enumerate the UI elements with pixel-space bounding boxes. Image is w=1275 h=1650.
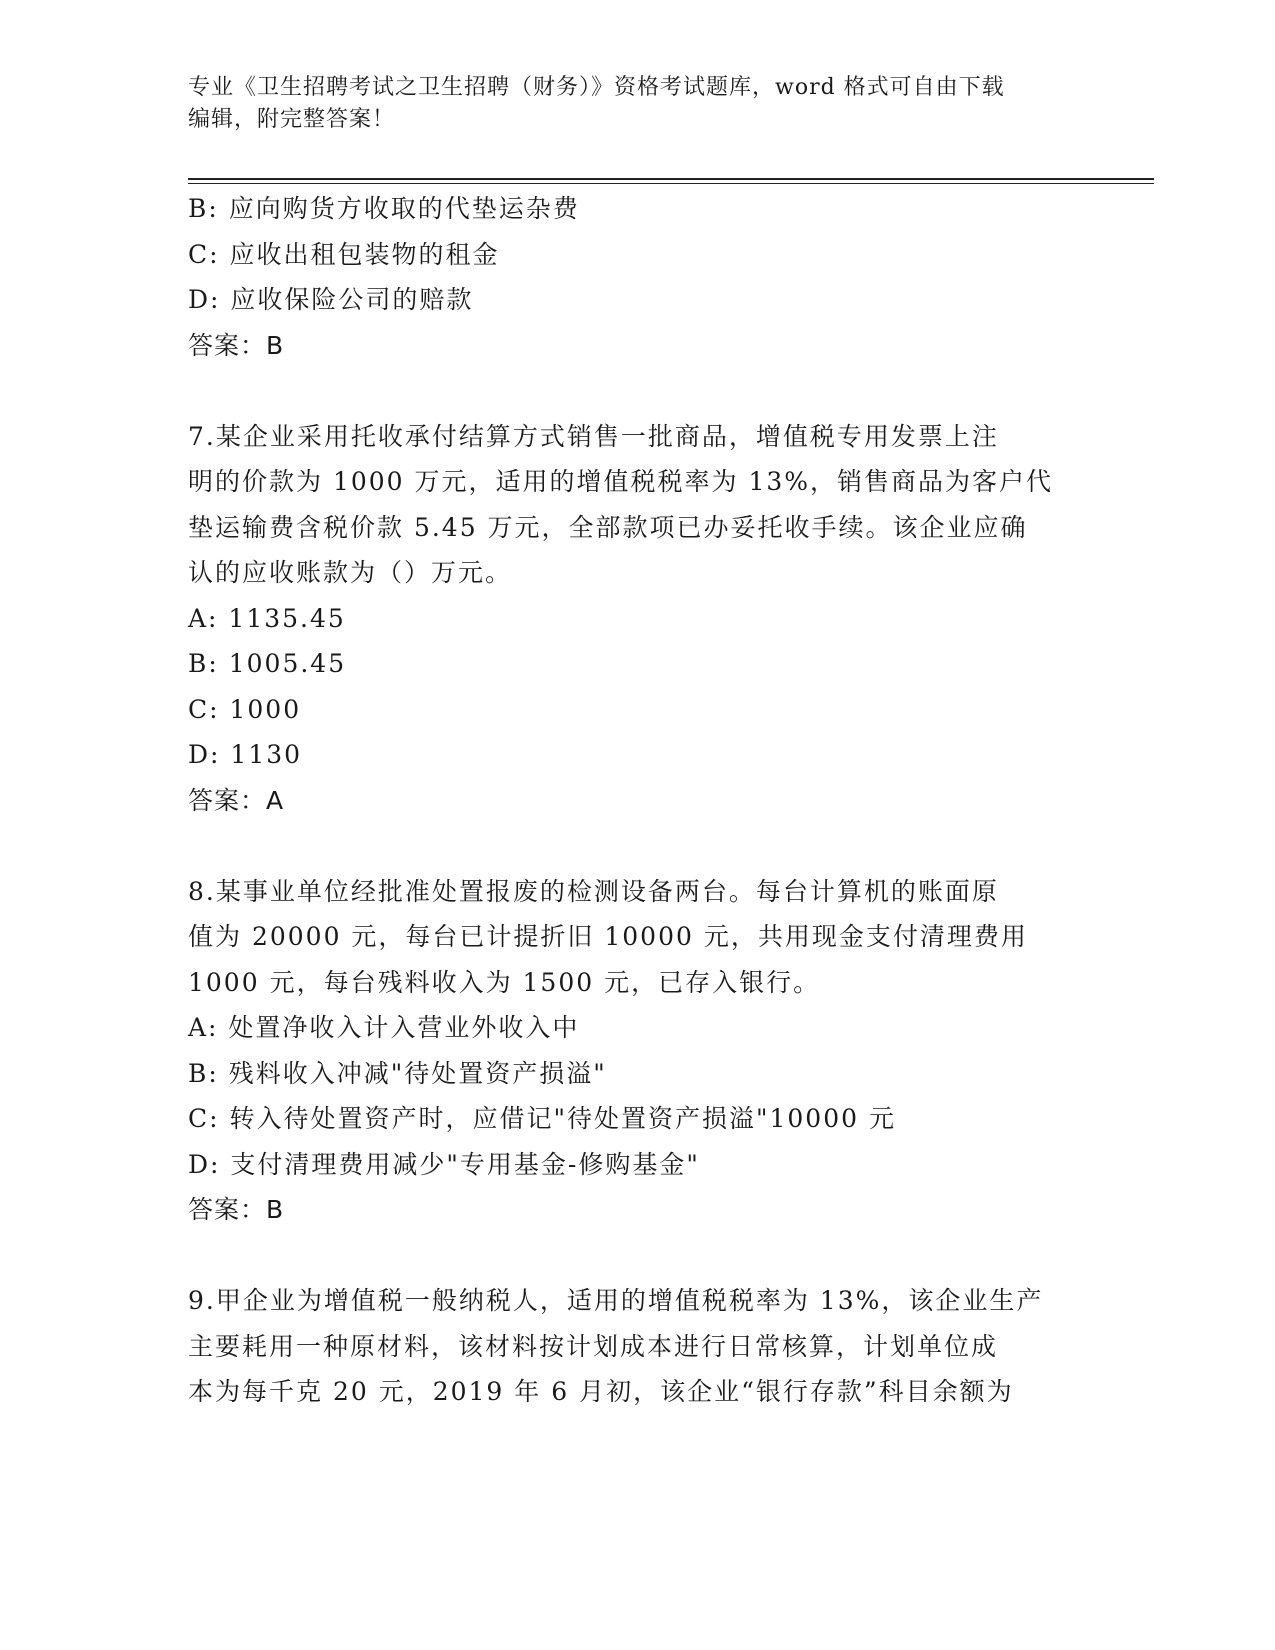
question-stem-line: 7.某企业采用托收承付结算方式销售一批商品，增值税专用发票上注 bbox=[188, 421, 999, 451]
question-6-continued bbox=[188, 186, 1088, 368]
answer-line: 答案：B bbox=[188, 1195, 285, 1224]
question-stem-line: 9.甲企业为增值税一般纳税人，适用的增值税税率为 13%，该企业生产 bbox=[188, 1286, 1044, 1315]
header-rule-top bbox=[188, 178, 1154, 180]
spacer bbox=[188, 368, 1088, 414]
question-stem-line: 垫运输费含税价款 5.45 万元，全部款项已办妥托收手续。该企业应确 bbox=[188, 512, 1028, 542]
page-header bbox=[188, 72, 1088, 136]
header-rule-bottom bbox=[188, 183, 1154, 184]
option-d: D: 应收保险公司的赔款 bbox=[188, 285, 474, 314]
answer-line: 答案：B bbox=[188, 330, 285, 360]
header-line-1: 专业《卫生招聘考试之卫生招聘（财务）》资格考试题库，word 格式可自由下载 bbox=[188, 75, 1005, 100]
question-stem-line: 明的价款为 1000 万元，适用的增值税税率为 13%，销售商品为客户代 bbox=[188, 467, 1054, 496]
question-stem-line: 本为每千克 20 元，2019 年 6 月初，该企业“银行存款”科目余额为 bbox=[188, 1377, 1014, 1406]
question-7 bbox=[188, 414, 1088, 824]
option-d: D: 1130 bbox=[188, 740, 303, 769]
option-c: C: 1000 bbox=[188, 694, 302, 724]
question-9 bbox=[188, 1278, 1088, 1415]
option-b: B: 残料收入冲减"待处置资产损溢" bbox=[188, 1058, 607, 1088]
header-line-2: 编辑，附完整答案！ bbox=[188, 107, 396, 132]
option-c: C: 转入待处置资产时，应借记"待处置资产损溢"10000 元 bbox=[188, 1104, 896, 1133]
question-stem-line: 8.某事业单位经批准处置报废的检测设备两台。每台计算机的账面原 bbox=[188, 876, 999, 906]
question-stem-line: 认的应收账款为（）万元。 bbox=[188, 558, 513, 587]
document-body bbox=[188, 186, 1088, 1415]
option-c: C: 应收出租包装物的租金 bbox=[188, 239, 500, 269]
question-stem-line: 值为 20000 元，每台已计提折旧 10000 元，共用现金支付清理费用 bbox=[188, 922, 1028, 951]
option-a: A: 1135.45 bbox=[188, 603, 346, 633]
answer-line: 答案：A bbox=[188, 785, 285, 815]
question-8 bbox=[188, 869, 1088, 1233]
spacer bbox=[188, 1233, 1088, 1279]
option-d: D: 支付清理费用减少"专用基金-修购基金" bbox=[188, 1149, 700, 1179]
spacer bbox=[188, 823, 1088, 869]
option-b: B: 应向购货方收取的代垫运杂费 bbox=[188, 194, 580, 223]
option-b: B: 1005.45 bbox=[188, 649, 347, 678]
question-stem-line: 主要耗用一种原材料，该材料按计划成本进行日常核算，计划单位成 bbox=[188, 1331, 999, 1361]
option-a: A: 处置净收入计入营业外收入中 bbox=[188, 1013, 580, 1042]
question-stem-line: 1000 元，每台残料收入为 1500 元，已存入银行。 bbox=[188, 967, 821, 997]
